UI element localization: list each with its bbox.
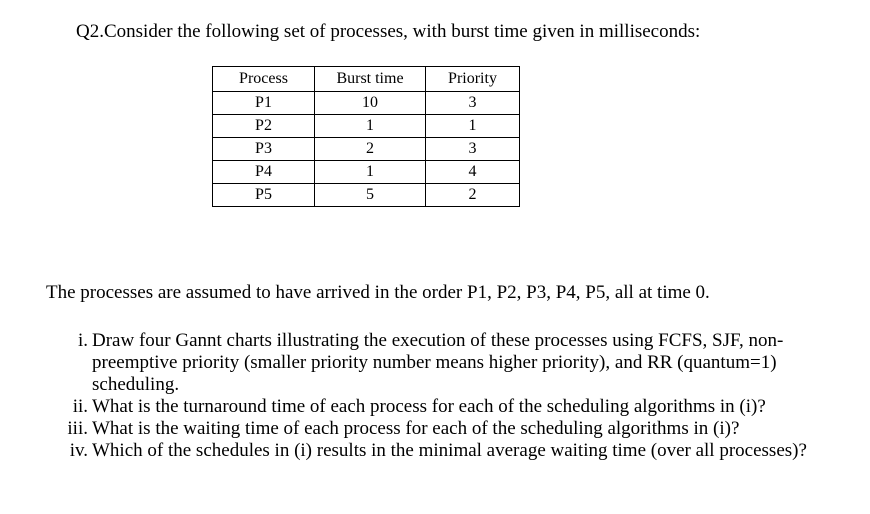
question-title: Q2.Consider the following set of processes, with burst time given in milliseconds: [76, 21, 701, 42]
cell-burst-time: 1 [315, 115, 426, 138]
list-item-number: ii. [72, 396, 88, 417]
table-row [213, 92, 520, 115]
cell-process: P1 [213, 92, 315, 115]
table-header-row [213, 67, 520, 92]
list-item-text: What is the turnaround time of each process for each of the scheduling algorithms in (i)? [92, 396, 766, 417]
cell-priority: 3 [426, 138, 520, 161]
cell-process: P4 [213, 161, 315, 184]
cell-burst-time: 10 [315, 92, 426, 115]
list-item [50, 396, 850, 418]
cell-process: P2 [213, 115, 315, 138]
list-item-text: What is the waiting time of each process for each of the scheduling algorithms in (i)? [92, 418, 740, 439]
list-item-number: iii. [67, 418, 88, 439]
list-item-text: Which of the schedules in (i) results in the minimal average waiting time (over all processes)? [92, 440, 807, 461]
subquestion-list [50, 330, 850, 462]
list-item [50, 418, 850, 440]
table-row [213, 161, 520, 184]
header-priority: Priority [426, 67, 520, 92]
cell-priority: 3 [426, 92, 520, 115]
header-burst-time: Burst time [315, 67, 426, 92]
intro-text: The processes are assumed to have arrived in the order P1, P2, P3, P4, P5, all at time 0. [46, 282, 710, 303]
table-row [213, 115, 520, 138]
list-item-number: i. [77, 330, 88, 351]
table-row [213, 138, 520, 161]
table-row [213, 184, 520, 207]
list-item-number: iv. [69, 440, 88, 461]
list-item [50, 440, 850, 462]
header-process: Process [213, 67, 315, 92]
cell-process: P5 [213, 184, 315, 207]
process-table [212, 66, 520, 207]
cell-priority: 2 [426, 184, 520, 207]
list-item [50, 330, 850, 396]
list-item-text: Draw four Gannt charts illustrating the execution of these processes using FCFS, SJF, non-preemptive priority (smaller priority number means higher priority), and RR (quantum=1) scheduling. [92, 330, 784, 395]
cell-burst-time: 5 [315, 184, 426, 207]
cell-burst-time: 1 [315, 161, 426, 184]
cell-priority: 4 [426, 161, 520, 184]
cell-process: P3 [213, 138, 315, 161]
cell-burst-time: 2 [315, 138, 426, 161]
cell-priority: 1 [426, 115, 520, 138]
